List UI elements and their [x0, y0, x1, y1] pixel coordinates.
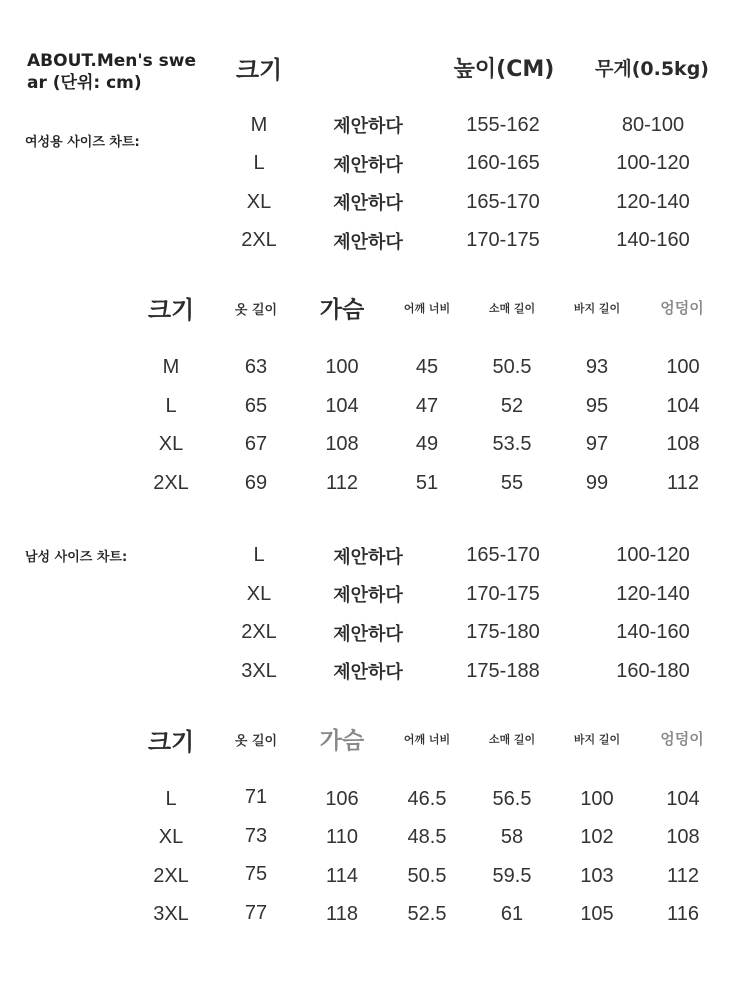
table-cell: 100	[325, 356, 359, 378]
col-shoulder-header: 어깨 너비	[403, 302, 451, 315]
table-cell: 2XL	[153, 865, 189, 887]
col-size-header: 크기	[147, 728, 195, 756]
table-cell: 112	[667, 865, 699, 887]
table-cell: 102	[580, 826, 614, 848]
table-cell: 2XL	[241, 621, 277, 643]
header-weight: 무게(0.5kg)	[595, 58, 709, 80]
table-cell: 118	[326, 903, 358, 925]
col-chest-header: 가슴	[319, 297, 365, 323]
col-pants-header: 바지 길이	[573, 302, 621, 315]
col-chest-header: 가슴	[319, 728, 365, 754]
table-cell: 52.5	[407, 903, 447, 925]
table-cell: 120-140	[616, 583, 690, 605]
table-cell: 100-120	[616, 544, 690, 566]
table-cell: 104	[325, 395, 359, 417]
men-section-label: 남성 사이즈 차트:	[25, 550, 128, 565]
table-cell: XL	[158, 433, 184, 455]
table-cell: 108	[666, 433, 700, 455]
table-cell: 160-180	[616, 660, 690, 682]
col-hip-header: 엉덩이	[660, 299, 704, 317]
table-cell: L	[165, 395, 177, 417]
table-cell: 110	[326, 826, 358, 848]
col-size-header: 크기	[147, 296, 195, 324]
table-cell: 112	[667, 472, 699, 494]
table-cell: 63	[244, 356, 268, 378]
table-cell: XL	[246, 583, 272, 605]
women-section-label: 여성용 사이즈 차트:	[25, 135, 140, 150]
table-cell: 165-170	[466, 191, 540, 213]
table-cell: 69	[244, 472, 268, 494]
table-cell: 2XL	[153, 472, 189, 494]
chart-title: ABOUT.Men's swear (단위: cm)	[27, 51, 196, 93]
col-length-header: 옷 길이	[234, 734, 278, 749]
col-shoulder-header: 어깨 너비	[403, 733, 451, 746]
table-cell: XL	[158, 826, 184, 848]
table-cell: 46.5	[407, 788, 447, 810]
table-cell: 99	[585, 472, 609, 494]
table-cell: 제안하다	[333, 547, 403, 568]
table-cell: 58	[500, 826, 524, 848]
table-cell: 3XL	[241, 660, 277, 682]
table-cell: 106	[325, 788, 359, 810]
table-cell: 93	[585, 356, 609, 378]
table-cell: 100-120	[616, 152, 690, 174]
table-cell: 71	[244, 786, 268, 808]
table-cell: L	[253, 544, 265, 566]
table-cell: 53.5	[492, 433, 532, 455]
table-cell: 제안하다	[333, 116, 403, 137]
table-cell: 108	[325, 433, 359, 455]
table-cell: 100	[666, 356, 700, 378]
header-height: 높이(CM)	[453, 57, 555, 82]
table-cell: 160-165	[466, 152, 540, 174]
table-cell: 175-180	[466, 621, 540, 643]
table-cell: 112	[326, 472, 358, 494]
table-cell: 116	[667, 903, 699, 925]
table-cell: 165-170	[466, 544, 540, 566]
table-cell: 95	[585, 395, 609, 417]
table-cell: M	[250, 114, 268, 136]
table-cell: L	[165, 788, 177, 810]
table-cell: 65	[244, 395, 268, 417]
table-cell: 제안하다	[333, 662, 403, 683]
table-cell: L	[253, 152, 265, 174]
table-cell: 제안하다	[333, 232, 403, 253]
table-cell: 56.5	[492, 788, 532, 810]
table-cell: 114	[326, 865, 358, 887]
table-cell: 170-175	[466, 583, 540, 605]
table-cell: M	[162, 356, 180, 378]
table-cell: 48.5	[407, 826, 447, 848]
table-cell: 제안하다	[333, 585, 403, 606]
table-cell: 50.5	[407, 865, 447, 887]
col-hip-header: 엉덩이	[660, 730, 704, 748]
table-cell: 175-188	[466, 660, 540, 682]
table-cell: 103	[580, 865, 614, 887]
table-cell: 45	[415, 356, 439, 378]
table-cell: XL	[246, 191, 272, 213]
table-cell: 140-160	[616, 229, 690, 251]
table-cell: 155-162	[466, 114, 540, 136]
table-cell: 97	[585, 433, 609, 455]
table-cell: 61	[500, 903, 524, 925]
table-cell: 77	[244, 902, 268, 924]
table-cell: 2XL	[241, 229, 277, 251]
table-cell: 75	[244, 863, 268, 885]
table-cell: 105	[580, 903, 614, 925]
table-cell: 140-160	[616, 621, 690, 643]
col-sleeve-header: 소매 길이	[488, 302, 536, 315]
table-cell: 120-140	[616, 191, 690, 213]
header-size: 크기	[235, 56, 283, 84]
col-pants-header: 바지 길이	[573, 733, 621, 746]
table-cell: 80-100	[621, 114, 685, 136]
table-cell: 51	[415, 472, 439, 494]
table-cell: 55	[500, 472, 524, 494]
table-cell: 제안하다	[333, 155, 403, 176]
table-cell: 49	[415, 433, 439, 455]
col-sleeve-header: 소매 길이	[488, 733, 536, 746]
col-length-header: 옷 길이	[234, 303, 278, 318]
table-cell: 3XL	[153, 903, 189, 925]
table-cell: 59.5	[492, 865, 532, 887]
table-cell: 100	[580, 788, 614, 810]
table-cell: 73	[244, 825, 268, 847]
table-cell: 52	[500, 395, 524, 417]
table-cell: 170-175	[466, 229, 540, 251]
table-cell: 104	[666, 788, 700, 810]
table-cell: 104	[666, 395, 700, 417]
table-cell: 108	[666, 826, 700, 848]
table-cell: 제안하다	[333, 624, 403, 645]
table-cell: 50.5	[492, 356, 532, 378]
table-cell: 제안하다	[333, 193, 403, 214]
table-cell: 47	[415, 395, 439, 417]
table-cell: 67	[244, 433, 268, 455]
